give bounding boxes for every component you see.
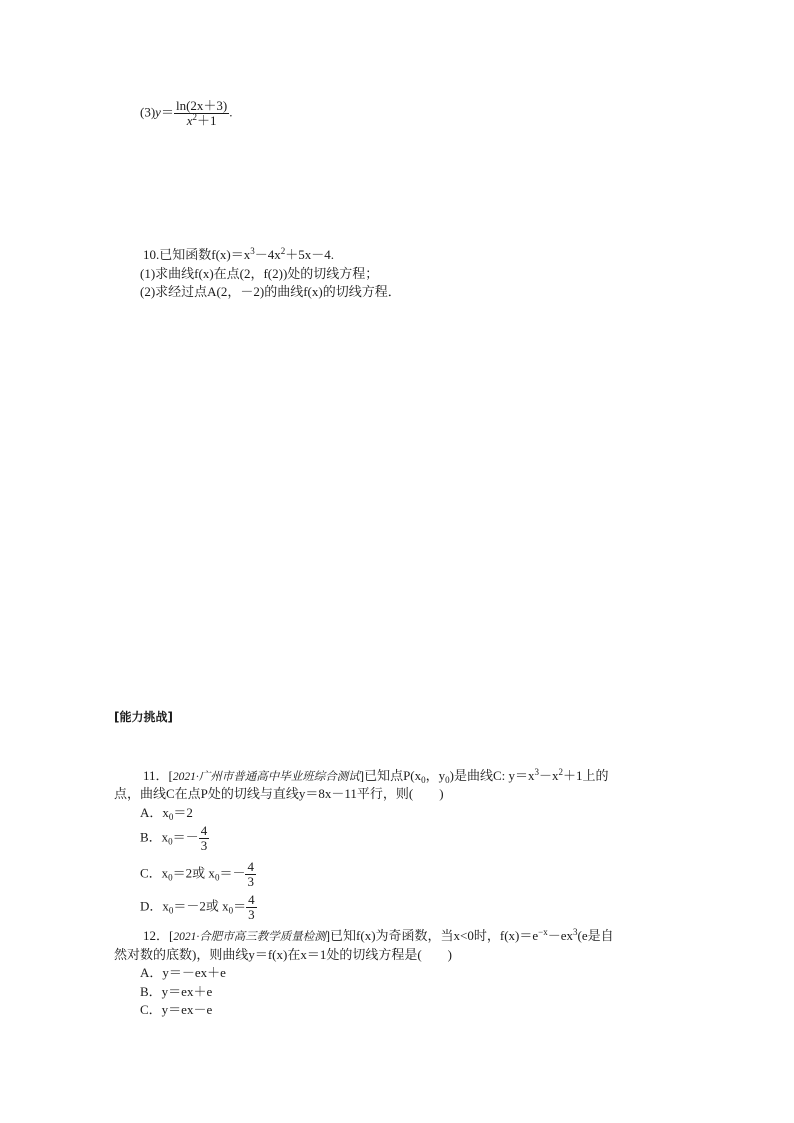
fraction-four-thirds: $\frac{4}{3}$ — [248, 892, 255, 922]
q9-part3: (3)y＝ $\frac{\ln(2x+3)}{x^2+1}$ . — [140, 98, 233, 128]
fraction-four-thirds: $\frac{4}{3}$ — [247, 859, 254, 889]
q10-stem: 10.已知函数$f(x)=x^3-4x^2+5x-4$. — [143, 246, 335, 262]
q12-option-b: B．y＝ex＋e — [140, 984, 213, 999]
q10-part1: (1)求曲线f(x)在点(2，f(2))处的切线方程； — [140, 266, 379, 281]
q11-option-d: D．$x_0=-2$或 $x_0=$ $\frac{4}{3}$ — [140, 892, 255, 922]
q12-option-a: A．y＝－ex＋e — [140, 965, 226, 980]
q9-fraction: $\frac{\ln(2x+3)}{x^2+1}$ — [175, 98, 228, 128]
q11-line2: 点，曲线C在点P处的切线与直线y＝8x－11平行，则( ) — [114, 786, 444, 801]
q12-line2: 然对数的底数)，则曲线y＝f(x)在x＝1处的切线方程是( ) — [114, 947, 452, 962]
q11-option-c: C．$x_0=2$或 $x_0=-$ $\frac{4}{3}$ — [140, 859, 254, 889]
q11-stem: 11．[2021·广州市普通高中毕业班综合测试]已知点$P(x_0$，$y_0$)是曲线C: $y=x^3-x^2+1$上的 — [143, 767, 609, 785]
fraction-four-thirds: $\frac{4}{3}$ — [200, 823, 208, 853]
q11-option-a: A．$x_0=2$ — [140, 805, 193, 822]
q11-option-b: B．$x_0=-$ $\frac{4}{3}$ — [140, 823, 208, 853]
q12-option-c: C．y＝ex－e — [140, 1002, 213, 1017]
q12-stem: 12．[2021·合肥市高三教学质量检测]已知f(x)为奇函数，当x<0时，$f(x)=e^{-x}-ex^3(e$是自 — [143, 927, 614, 943]
q10-part2: (2)求经过点A(2，－2)的曲线f(x)的切线方程． — [140, 284, 401, 299]
section-title: [能力挑战] — [114, 710, 173, 724]
